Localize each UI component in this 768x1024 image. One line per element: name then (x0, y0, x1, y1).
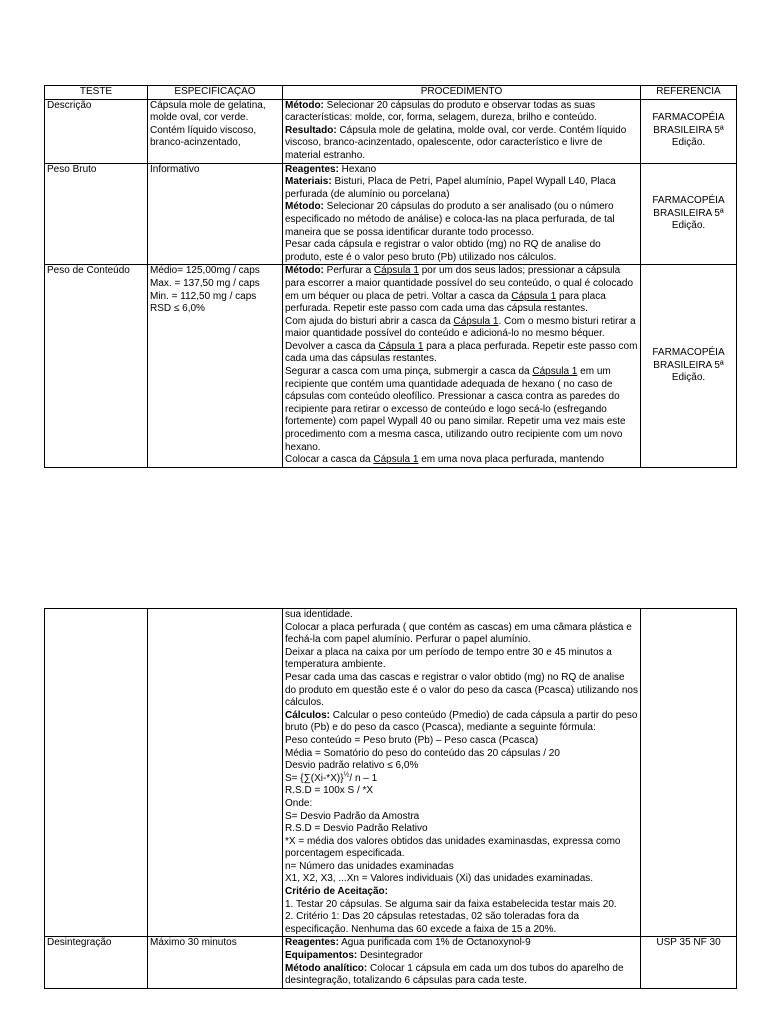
table-row (45, 163, 737, 265)
header-especificacao: ESPECIFICAÇAO (148, 86, 283, 100)
cell-teste: Descrição (45, 99, 148, 163)
cell-referencia: FARMACOPÉIA BRASILEIRA 5ª Edição. (641, 163, 737, 265)
cell-teste: Peso de Conteúdo (45, 265, 148, 468)
cell-procedimento: Método: Selecionar 20 cápsulas do produto e observar todas as suas características: molde, cor, forma, selagem, dureza, brilho e conteúdo. Resultado: Cápsula mole de gelatina, molde oval, cor verde. Contém líquido viscoso, branco-acinzentado, opalescente, odor característico e livre de material estranho. (283, 99, 641, 163)
cell-teste: Peso Bruto (45, 163, 148, 265)
cell-procedimento: Método: Perfurar a Cápsula 1 por um dos seus lados; pressionar a cápsula para escorrer a maior quantidade possível do seu conteúdo, o qual é colocado em um béquer ou placa de petri. Voltar a casca da Cápsula 1 para placa perfurada. Repetir este passo com cada uma das cápsula restantes. Com ajuda do bisturi abrir a casca da Cápsula 1. Com o mesmo bisturi retirar a maior quantidade possível do conteúdo e adicioná-lo no mesmo béquer. Devolver a casca da Cápsula 1 para a placa perfurada. Repetir este passo com cada uma das cápsulas restantes. Segurar a casca com uma pinça, submergir a casca da Cápsula 1 em um recipiente que contém uma quantidade adequada de hexano ( no caso de cápsulas com conteúdo oleofílico. Pressionar a casca contra as paredes do recipiente para retirar o excesso de conteúdo e logo secá-lo (esfregando fortemente) com papel Wypall 40 ou pano similar. Repetir uma vez mais este procedimento com a mesma casca, utilizando outro recipiente com um novo hexano. Colocar a casca da Cápsula 1 em uma nova placa perfurada, mantendo (283, 265, 641, 468)
table-row (45, 99, 737, 163)
cell-procedimento: Reagentes: Hexano Materiais: Bisturi, Placa de Petri, Papel alumínio, Papel Wypall L40, Placa perfurada (de alumínio ou porcelana) Método: Selecionar 20 cápsulas do produto a ser analisado (ou o número especificado no método de análise) e coloca-las na placa perfurada, de tal maneira que se possa identificar durante todo processo. Pesar cada cápsula e registrar o valor obtido (mg) no RQ de analise do produto, este é o valor peso bruto (Pb) utilizado nos cálculos. (283, 163, 641, 265)
cell-referencia: USP 35 NF 30 (641, 937, 737, 988)
cell-spec: Cápsula mole de gelatina, molde oval, cor verde. Contém líquido viscoso, branco-acinzentado, (148, 99, 283, 163)
header-referencia: REFERENCIA (641, 86, 737, 100)
specification-table (44, 85, 737, 468)
cell-procedimento: sua identidade. Colocar a placa perfurada ( que contém as cascas) em uma câmara plástica e fechá-la com papel alumínio. Perfurar o papel alumínio. Deixar a placa na caixa por um período de tempo entre 30 e 45 minutos a temperatura ambiente. Pesar cada uma das cascas e registrar o valor obtido (mg) no RQ de analise do produto em questão este é o valor do peso da casca (Pcasca) utilizando nos cálculos. Cálculos: Calcular o peso conteúdo (Pmedio) de cada cápsula a partir do peso bruto (Pb) e do peso da casco (Pcasca), mediante a seguinte fórmula: Peso conteúdo = Peso bruto (Pb) – Peso casca (Pcasca) Média = Somatório do peso do conteúdo das 20 cápsulas / 20 Desvio padrão relativo ≤ 6,0% $S= \{\sum(Xi-*X)\}^{\frac{1}{2}}/$ n – 1 R.S.D = 100x S / *X Onde: S= Desvio Padrão da Amostra R.S.D = Desvio Padrão Relativo *X = média dos valores obtidos das unidades examinasdas, expressa como porcentagem especificada. n= Número das unidades examinadas X1, X2, X3, ...Xn = Valores individuais (Xi) das unidades examinadas. Critério de Aceitação: 1. Testar 20 cápsulas. Se alguma sair da faixa estabelecida testar mais 20. 2. Critério 1: Das 20 cápsulas retestadas, 02 são toleradas fora da especificação. Nenhuma das 60 excede a faixa de 15 a 20%. (283, 609, 641, 937)
table-row (45, 609, 737, 937)
cell-spec: Informativo (148, 163, 283, 265)
header-teste: TESTE (45, 86, 148, 100)
cell-spec: Médio= 125,00mg / caps Max. = 137,50 mg / caps Min. = 112,50 mg / caps RSD ≤ 6,0% (148, 265, 283, 468)
cell-teste: Desintegração (45, 937, 148, 988)
cell-spec: Máximo 30 minutos (148, 937, 283, 988)
cell-referencia: FARMACOPÉIA BRASILEIRA 5ª Edição. (641, 99, 737, 163)
cell-referencia (641, 609, 737, 937)
header-procedimento: PROCEDIMENTO (283, 86, 641, 100)
cell-spec (148, 609, 283, 937)
specification-table-continued (44, 608, 737, 989)
table-header-row (45, 86, 737, 100)
cell-referencia: FARMACOPÉIA BRASILEIRA 5ª Edição. (641, 265, 737, 468)
cell-procedimento: Reagentes: Agua purificada com 1% de Octanoxynol-9 Equipamentos: Desintegrador Método analítico: Colocar 1 cápsula em cada um dos tubos do aparelho de desintegração, totalizando 6 cápsulas para cada teste. (283, 937, 641, 988)
cell-teste (45, 609, 148, 937)
table-row (45, 265, 737, 468)
table-row (45, 937, 737, 988)
